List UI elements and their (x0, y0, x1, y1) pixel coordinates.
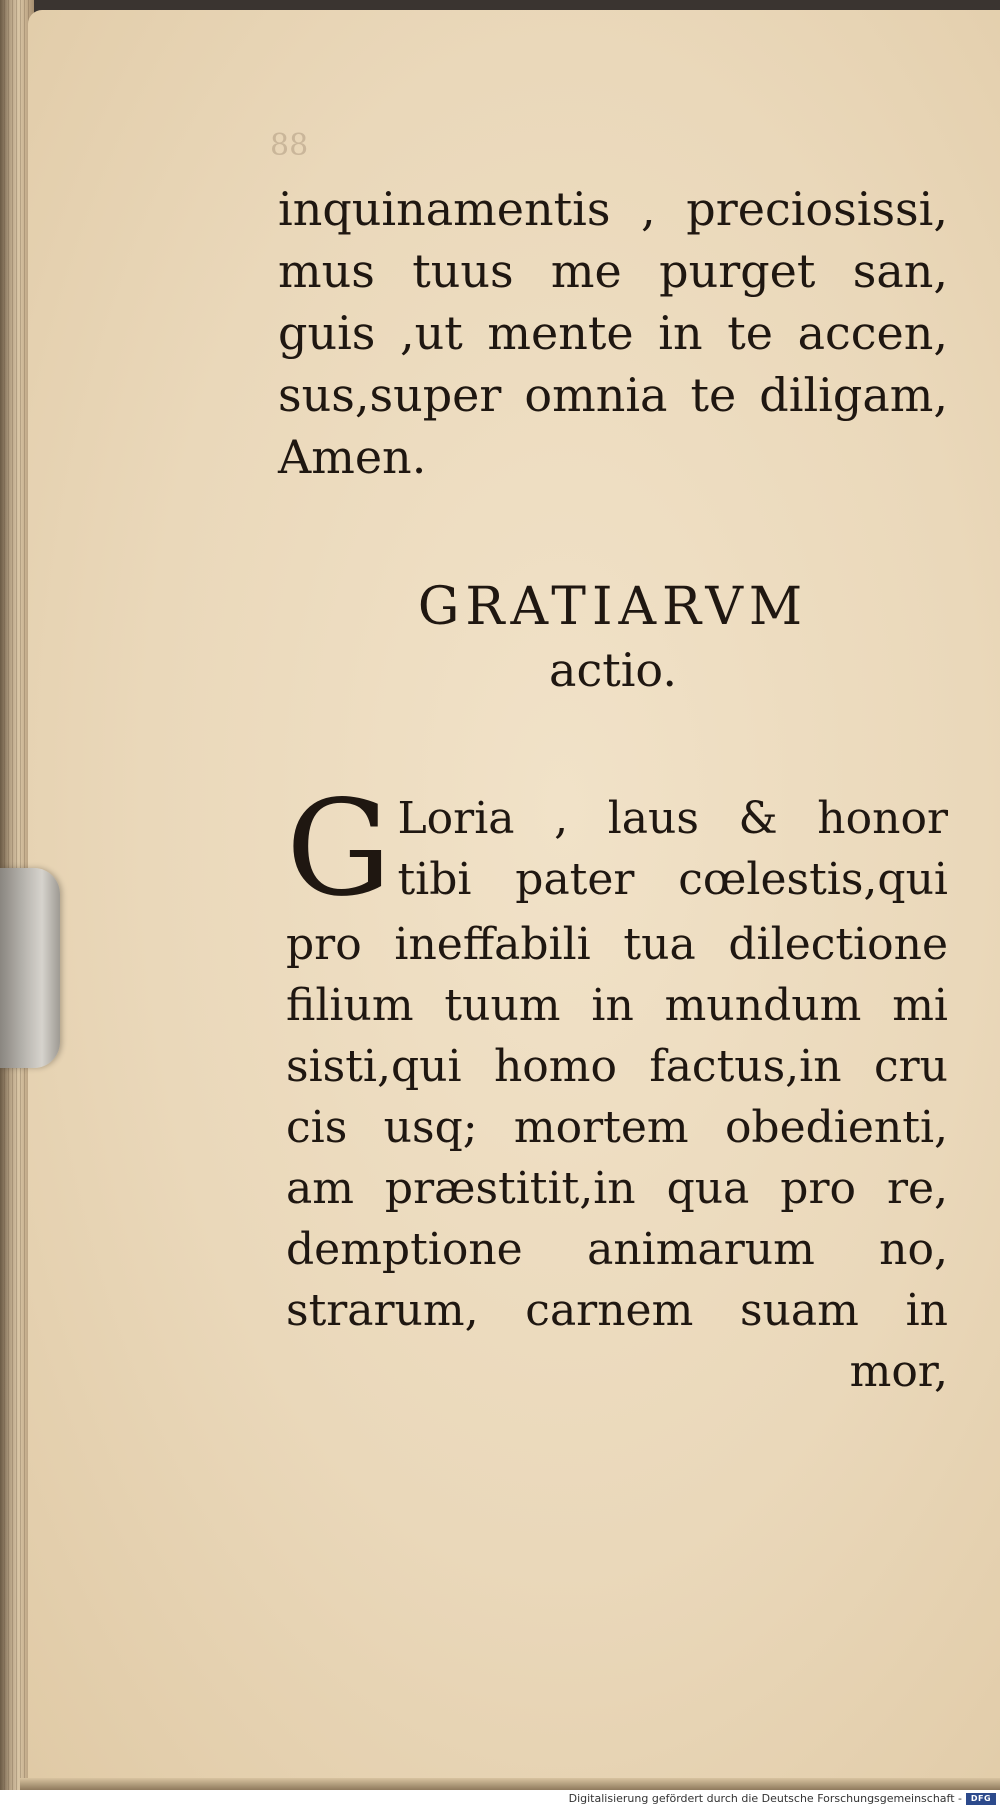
heading-subtitle: actio. (549, 643, 677, 697)
opening-text-block (278, 178, 948, 488)
text-line: demptione animarum no, (286, 1224, 948, 1275)
text-line: am præstitit,in qua pro re, (286, 1163, 948, 1214)
text-line: tibi pater cœlestis,qui (397, 854, 948, 905)
text-line: inquinamentis , preciosissi, (278, 182, 948, 236)
footer-credit-text: Digitalisierung gefördert durch die Deutsche Forschungsgemeinschaft - (568, 1792, 962, 1805)
footer-credit-bar (0, 1790, 1000, 1808)
heading-title: GRATIARVM (417, 577, 809, 637)
bookmark-tab (0, 868, 60, 1068)
dfg-logo-icon: DFG (966, 1793, 996, 1805)
text-line: cis usq; mortem obedienti, (286, 1102, 948, 1153)
text-line: pro ineffabili tua dilectione (286, 919, 948, 970)
page-number: 88 (270, 128, 309, 163)
text-line: Amen. (278, 430, 427, 484)
text-line: filium tuum in mundum mi (286, 980, 948, 1031)
text-line: guis ,ut mente in te accen, (278, 306, 948, 360)
catchword: mor, (849, 1346, 948, 1397)
text-line: sus,super omnia te diligam, (278, 368, 948, 422)
text-line: mus tuus me purget san, (278, 244, 948, 298)
text-line: sisti,qui homo factus,in cru (286, 1041, 948, 1092)
text-line: Loria , laus & honor (397, 793, 948, 844)
text-line: strarum, carnem suam in (286, 1285, 948, 1336)
section-heading (278, 575, 948, 701)
drop-cap-initial: G (286, 772, 392, 926)
page-bottom-edge (20, 1778, 1000, 1790)
prayer-text-block (286, 772, 948, 1402)
